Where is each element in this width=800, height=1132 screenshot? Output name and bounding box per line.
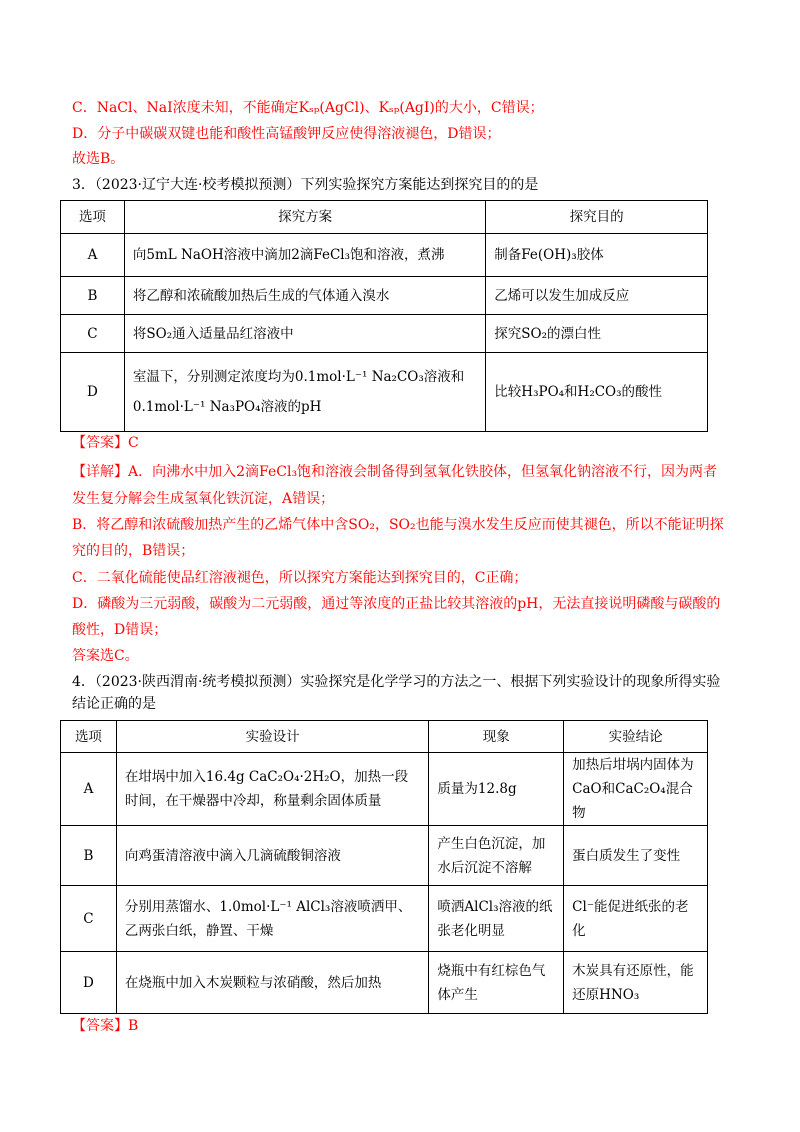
q3-answer: 【答案】C — [72, 435, 139, 451]
q3-header-plan: 探究方案 — [124, 201, 485, 234]
q3-detail-line: 究的目的，B错误； — [72, 543, 195, 559]
table-row — [61, 952, 708, 1014]
q3-row-plan: 将乙醇和浓硫酸加热后生成的气体通入溴水 — [124, 277, 485, 315]
q4-row-design: 向鸡蛋清溶液中滴入几滴硫酸铜溶液 — [116, 826, 429, 886]
intro-line-d: D．分子中碳碳双键也能和酸性高锰酸钾反应使得溶液褪色，D错误； — [72, 126, 501, 142]
q4-row-design: 在坩埚中加入16.4g CaC₂O₄·2H₂O，加热一段时间，在干燥器中冷却，称量剩余固体质量 — [116, 753, 429, 826]
q4-table — [60, 720, 708, 1014]
q3-detail-line: 【详解】A．向沸水中加入2滴FeCl₃饱和溶液会制备得到氢氧化铁胶体，但氢氧化钠溶液不行，因为两者 — [72, 464, 718, 480]
q3-header-goal: 探究目的 — [486, 201, 708, 234]
q4-row-conclusion: 木炭具有还原性，能还原HNO₃ — [564, 952, 708, 1014]
q3-detail-line: D．磷酸为三元弱酸，碳酸为二元弱酸，通过等浓度的正盐比较其溶液的pH，无法直接说明磷酸与碳酸的 — [72, 596, 721, 612]
q3-row-option: D — [61, 353, 125, 432]
q4-row-phenomenon: 喷洒AlCl₃溶液的纸张老化明显 — [429, 886, 564, 952]
q4-row-option: A — [61, 753, 117, 826]
q4-row-phenomenon: 质量为12.8g — [429, 753, 564, 826]
q4-row-phenomenon: 产生白色沉淀，加水后沉淀不溶解 — [429, 826, 564, 886]
table-row — [61, 353, 708, 432]
q3-header-option: 选项 — [61, 201, 125, 234]
q3-row-goal: 制备Fe(OH)₃胶体 — [486, 234, 708, 277]
q3-row-option: A — [61, 234, 125, 277]
q3-row-goal: 探究SO₂的漂白性 — [486, 315, 708, 353]
q4-row-conclusion: Cl⁻能促进纸张的老化 — [564, 886, 708, 952]
q4-row-design: 分别用蒸馏水、1.0mol·L⁻¹ AlCl₃溶液喷洒甲、乙两张白纸，静置、干燥 — [116, 886, 429, 952]
q3-row-goal: 乙烯可以发生加成反应 — [486, 277, 708, 315]
q4-stem: 4．（2023·陕西渭南·统考模拟预测）实验探究是化学学习的方法之一、根据下列实验设计的现象所得实验结论正确的是 — [72, 674, 721, 712]
table-row — [61, 234, 708, 277]
q3-detail-line: B．将乙醇和浓硫酸加热产生的乙烯气体中含SO₂，SO₂也能与溴水发生反应而使其褪色，所以不能证明探 — [72, 517, 724, 533]
table-row — [61, 826, 708, 886]
q4-row-conclusion: 加热后坩埚内固体为CaO和CaC₂O₄混合物 — [564, 753, 708, 826]
q4-header-conclusion: 实验结论 — [564, 721, 708, 753]
q4-row-phenomenon: 烧瓶中有红棕色气体产生 — [429, 952, 564, 1014]
q4-header-design: 实验设计 — [116, 721, 429, 753]
q4-row-option: B — [61, 826, 117, 886]
q3-row-option: C — [61, 315, 125, 353]
q4-row-design: 在烧瓶中加入木炭颗粒与浓硝酸，然后加热 — [116, 952, 429, 1014]
q3-row-plan: 室温下，分别测定浓度均为0.1mol·L⁻¹ Na₂CO₃溶液和0.1mol·L⁻¹ Na₃PO₄溶液的pH — [124, 353, 485, 432]
intro-line-end: 故选B。 — [72, 151, 125, 167]
q4-row-option: C — [61, 886, 117, 952]
table-row — [61, 315, 708, 353]
q3-detail-line: C．二氧化硫能使品红溶液褪色，所以探究方案能达到探究目的，C正确； — [72, 570, 528, 586]
q3-row-plan: 将SO₂通入适量品红溶液中 — [124, 315, 485, 353]
q3-detail-line: 酸性，D错误； — [72, 622, 168, 638]
q4-header-phenomenon: 现象 — [429, 721, 564, 753]
q3-detail-line: 答案选C。 — [72, 648, 139, 664]
q4-row-conclusion: 蛋白质发生了变性 — [564, 826, 708, 886]
q4-header-option: 选项 — [61, 721, 117, 753]
q3-row-option: B — [61, 277, 125, 315]
intro-line-c: C．NaCl、NaI浓度未知，不能确定Kₛₚ(AgCl)、Kₛₚ(AgI)的大小，C错误； — [72, 100, 544, 116]
q4-row-option: D — [61, 952, 117, 1014]
table-row — [61, 277, 708, 315]
q4-answer: 【答案】B — [72, 1018, 139, 1034]
q3-row-goal: 比较H₃PO₄和H₂CO₃的酸性 — [486, 353, 708, 432]
q3-row-plan: 向5mL NaOH溶液中滴加2滴FeCl₃饱和溶液，煮沸 — [124, 234, 485, 277]
table-row — [61, 753, 708, 826]
q3-detail-line: 发生复分解会生成氢氧化铁沉淀，A错误； — [72, 491, 335, 507]
q3-table — [60, 200, 708, 432]
table-row — [61, 886, 708, 952]
q3-stem: 3．（2023·辽宁大连·校考模拟预测）下列实验探究方案能达到探究目的的是 — [72, 177, 539, 193]
